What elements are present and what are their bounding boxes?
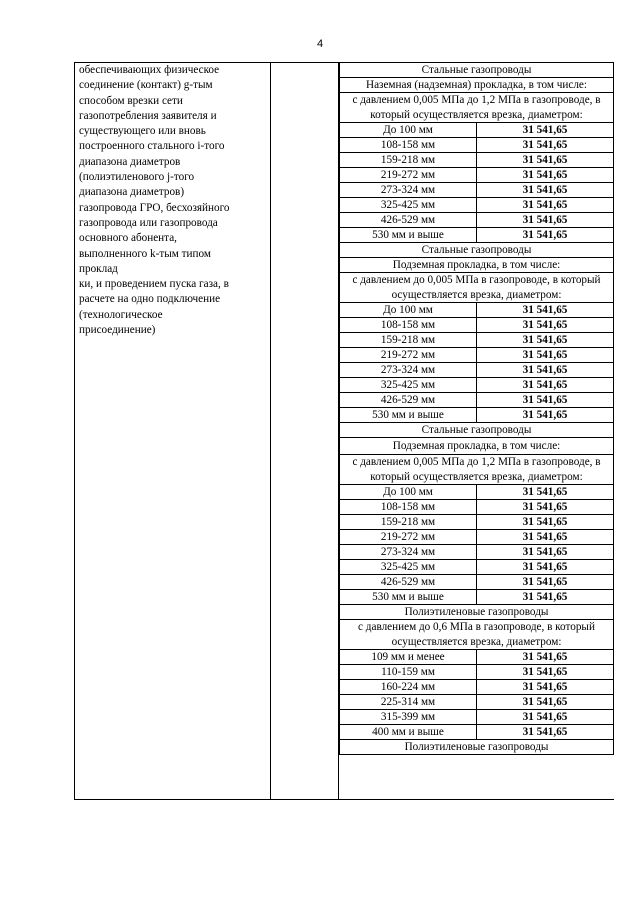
table-row [340,138,614,153]
description-line: газопровода ГРО, бесхозяйного [79,201,230,214]
diameter-cell: 159-218 мм [340,153,477,168]
diameter-cell: 426-529 мм [340,213,477,228]
diameter-cell: 108-158 мм [340,138,477,153]
table-row [340,318,614,333]
description-line: диапазона диаметров [79,155,181,168]
price-cell: 31 541,65 [477,590,614,605]
price-cell: 31 541,65 [477,665,614,680]
description-line: газопотребления заявителя и [79,109,217,122]
table-row [340,333,614,348]
table-row [340,393,614,408]
diameter-cell: 219-272 мм [340,168,477,183]
section-subtitle: Наземная (надземная) прокладка, в том числе: [340,78,614,93]
table-row [340,545,614,560]
table-row [340,153,614,168]
description-line: газопровода или газопровода [79,216,218,229]
price-cell: 31 541,65 [477,348,614,363]
diameter-cell: 225-314 мм [340,695,477,710]
section-subtitle-row [340,78,614,93]
description-line: обеспечивающих физическое [79,64,220,76]
diameter-cell: До 100 мм [340,123,477,138]
diameter-cell: 325-425 мм [340,378,477,393]
section-description: с давлением до 0,005 МПа в газопроводе, в который осуществляется врезка, диаметром: [340,273,614,303]
price-cell: 31 541,65 [477,695,614,710]
description-line: (технологическое [79,308,163,321]
price-cell: 31 541,65 [477,153,614,168]
table-row [340,530,614,545]
description-line: расчете на одно подключение [79,293,221,306]
description-line: выполненного k-тым типом [79,247,211,260]
table-row [340,123,614,138]
price-cell: 31 541,65 [477,515,614,530]
page-number: 4 [316,38,324,50]
section-subtitle-row [340,258,614,273]
description-line: построенного стального i-того [79,140,225,153]
section-description: с давлением 0,005 МПа до 1,2 МПа в газопроводе, в который осуществляется врезка, диаметром: [340,93,614,123]
price-cell: 31 541,65 [477,333,614,348]
rates-table [339,62,614,755]
table-row [340,378,614,393]
diameter-cell: 108-158 мм [340,318,477,333]
price-cell: 31 541,65 [477,680,614,695]
price-cell: 31 541,65 [477,725,614,740]
diameter-cell: 109 мм и менее [340,650,477,665]
table-row [340,665,614,680]
description-line: проклад [79,262,118,275]
diameter-cell: 110-159 мм [340,665,477,680]
diameter-cell: 530 мм и выше [340,408,477,423]
diameter-cell: 219-272 мм [340,348,477,363]
empty-column [271,63,339,799]
diameter-cell: 273-324 мм [340,545,477,560]
table-row [340,695,614,710]
description-line: способом врезки сети [79,94,183,107]
price-cell: 31 541,65 [477,378,614,393]
price-cell: 31 541,65 [477,393,614,408]
description-line: существующего или вновь [79,125,206,138]
diameter-cell: 325-425 мм [340,560,477,575]
table-row [340,680,614,695]
section-title-row [340,63,614,78]
section-subtitle-row [340,438,614,455]
section-title-row [340,423,614,438]
diameter-cell: 400 мм и выше [340,725,477,740]
price-cell: 31 541,65 [477,363,614,378]
price-cell: 31 541,65 [477,545,614,560]
price-cell: 31 541,65 [477,213,614,228]
section-title: Стальные газопроводы [340,243,614,258]
table-row [340,515,614,530]
diameter-cell: 273-324 мм [340,183,477,198]
description-line: соединение (контакт) g-тым [79,79,213,92]
table-row [340,590,614,605]
diameter-cell: 426-529 мм [340,575,477,590]
price-cell: 31 541,65 [477,228,614,243]
section-title-row [340,243,614,258]
description-line: ки, и проведением пуска газа, в [79,278,229,291]
section-description: с давлением 0,005 МПа до 1,2 МПа в газопроводе, в который осуществляется врезка, диаметром: [340,455,614,485]
section-subtitle: Подземная прокладка, в том числе: [340,438,614,455]
table-row [340,408,614,423]
price-cell: 31 541,65 [477,318,614,333]
diameter-cell: 159-218 мм [340,515,477,530]
tariff-table [74,62,614,800]
diameter-cell: 273-324 мм [340,363,477,378]
table-row [340,363,614,378]
price-cell: 31 541,65 [477,408,614,423]
diameter-cell: 219-272 мм [340,530,477,545]
section-description-row [340,273,614,303]
table-row [340,710,614,725]
table-row [340,348,614,363]
table-row [340,168,614,183]
diameter-cell: 108-158 мм [340,500,477,515]
price-cell: 31 541,65 [477,183,614,198]
diameter-cell: 160-224 мм [340,680,477,695]
diameter-cell: До 100 мм [340,485,477,500]
price-cell: 31 541,65 [477,710,614,725]
section-description-row [340,93,614,123]
price-cell: 31 541,65 [477,650,614,665]
description-line: (полиэтиленового j-того [79,171,195,184]
price-cell: 31 541,65 [477,485,614,500]
table-row [340,485,614,500]
table-row [340,560,614,575]
description-line: присоединение) [79,324,156,337]
price-cell: 31 541,65 [477,303,614,318]
section-title: Полиэтиленовые газопроводы [340,605,614,620]
diameter-cell: 426-529 мм [340,393,477,408]
table-row [340,725,614,740]
section-description: с давлением до 0,6 МПа в газопроводе, в который осуществляется врезка, диаметром: [340,620,614,650]
table-row [340,303,614,318]
section-title-row [340,740,614,755]
description-line: основного абонента, [79,232,177,245]
table-row [340,183,614,198]
diameter-cell: 315-399 мм [340,710,477,725]
section-description-row [340,455,614,485]
price-cell: 31 541,65 [477,560,614,575]
table-row [340,228,614,243]
section-title: Стальные газопроводы [340,63,614,78]
diameter-cell: 530 мм и выше [340,228,477,243]
diameter-cell: 325-425 мм [340,198,477,213]
section-title: Стальные газопроводы [340,423,614,438]
table-row [340,650,614,665]
price-cell: 31 541,65 [477,530,614,545]
table-row [340,575,614,590]
price-cell: 31 541,65 [477,138,614,153]
price-cell: 31 541,65 [477,575,614,590]
diameter-cell: 530 мм и выше [340,590,477,605]
section-title-row [340,605,614,620]
table-row [340,500,614,515]
table-row [340,198,614,213]
section-subtitle: Подземная прокладка, в том числе: [340,258,614,273]
price-cell: 31 541,65 [477,500,614,515]
diameter-cell: До 100 мм [340,303,477,318]
diameter-cell: 159-218 мм [340,333,477,348]
section-description-row [340,620,614,650]
description-line: диапазона диаметров) [79,186,185,199]
price-cell: 31 541,65 [477,123,614,138]
service-description-column [75,63,271,799]
price-cell: 31 541,65 [477,168,614,183]
section-title: Полиэтиленовые газопроводы [340,740,614,755]
price-cell: 31 541,65 [477,198,614,213]
table-row [340,213,614,228]
